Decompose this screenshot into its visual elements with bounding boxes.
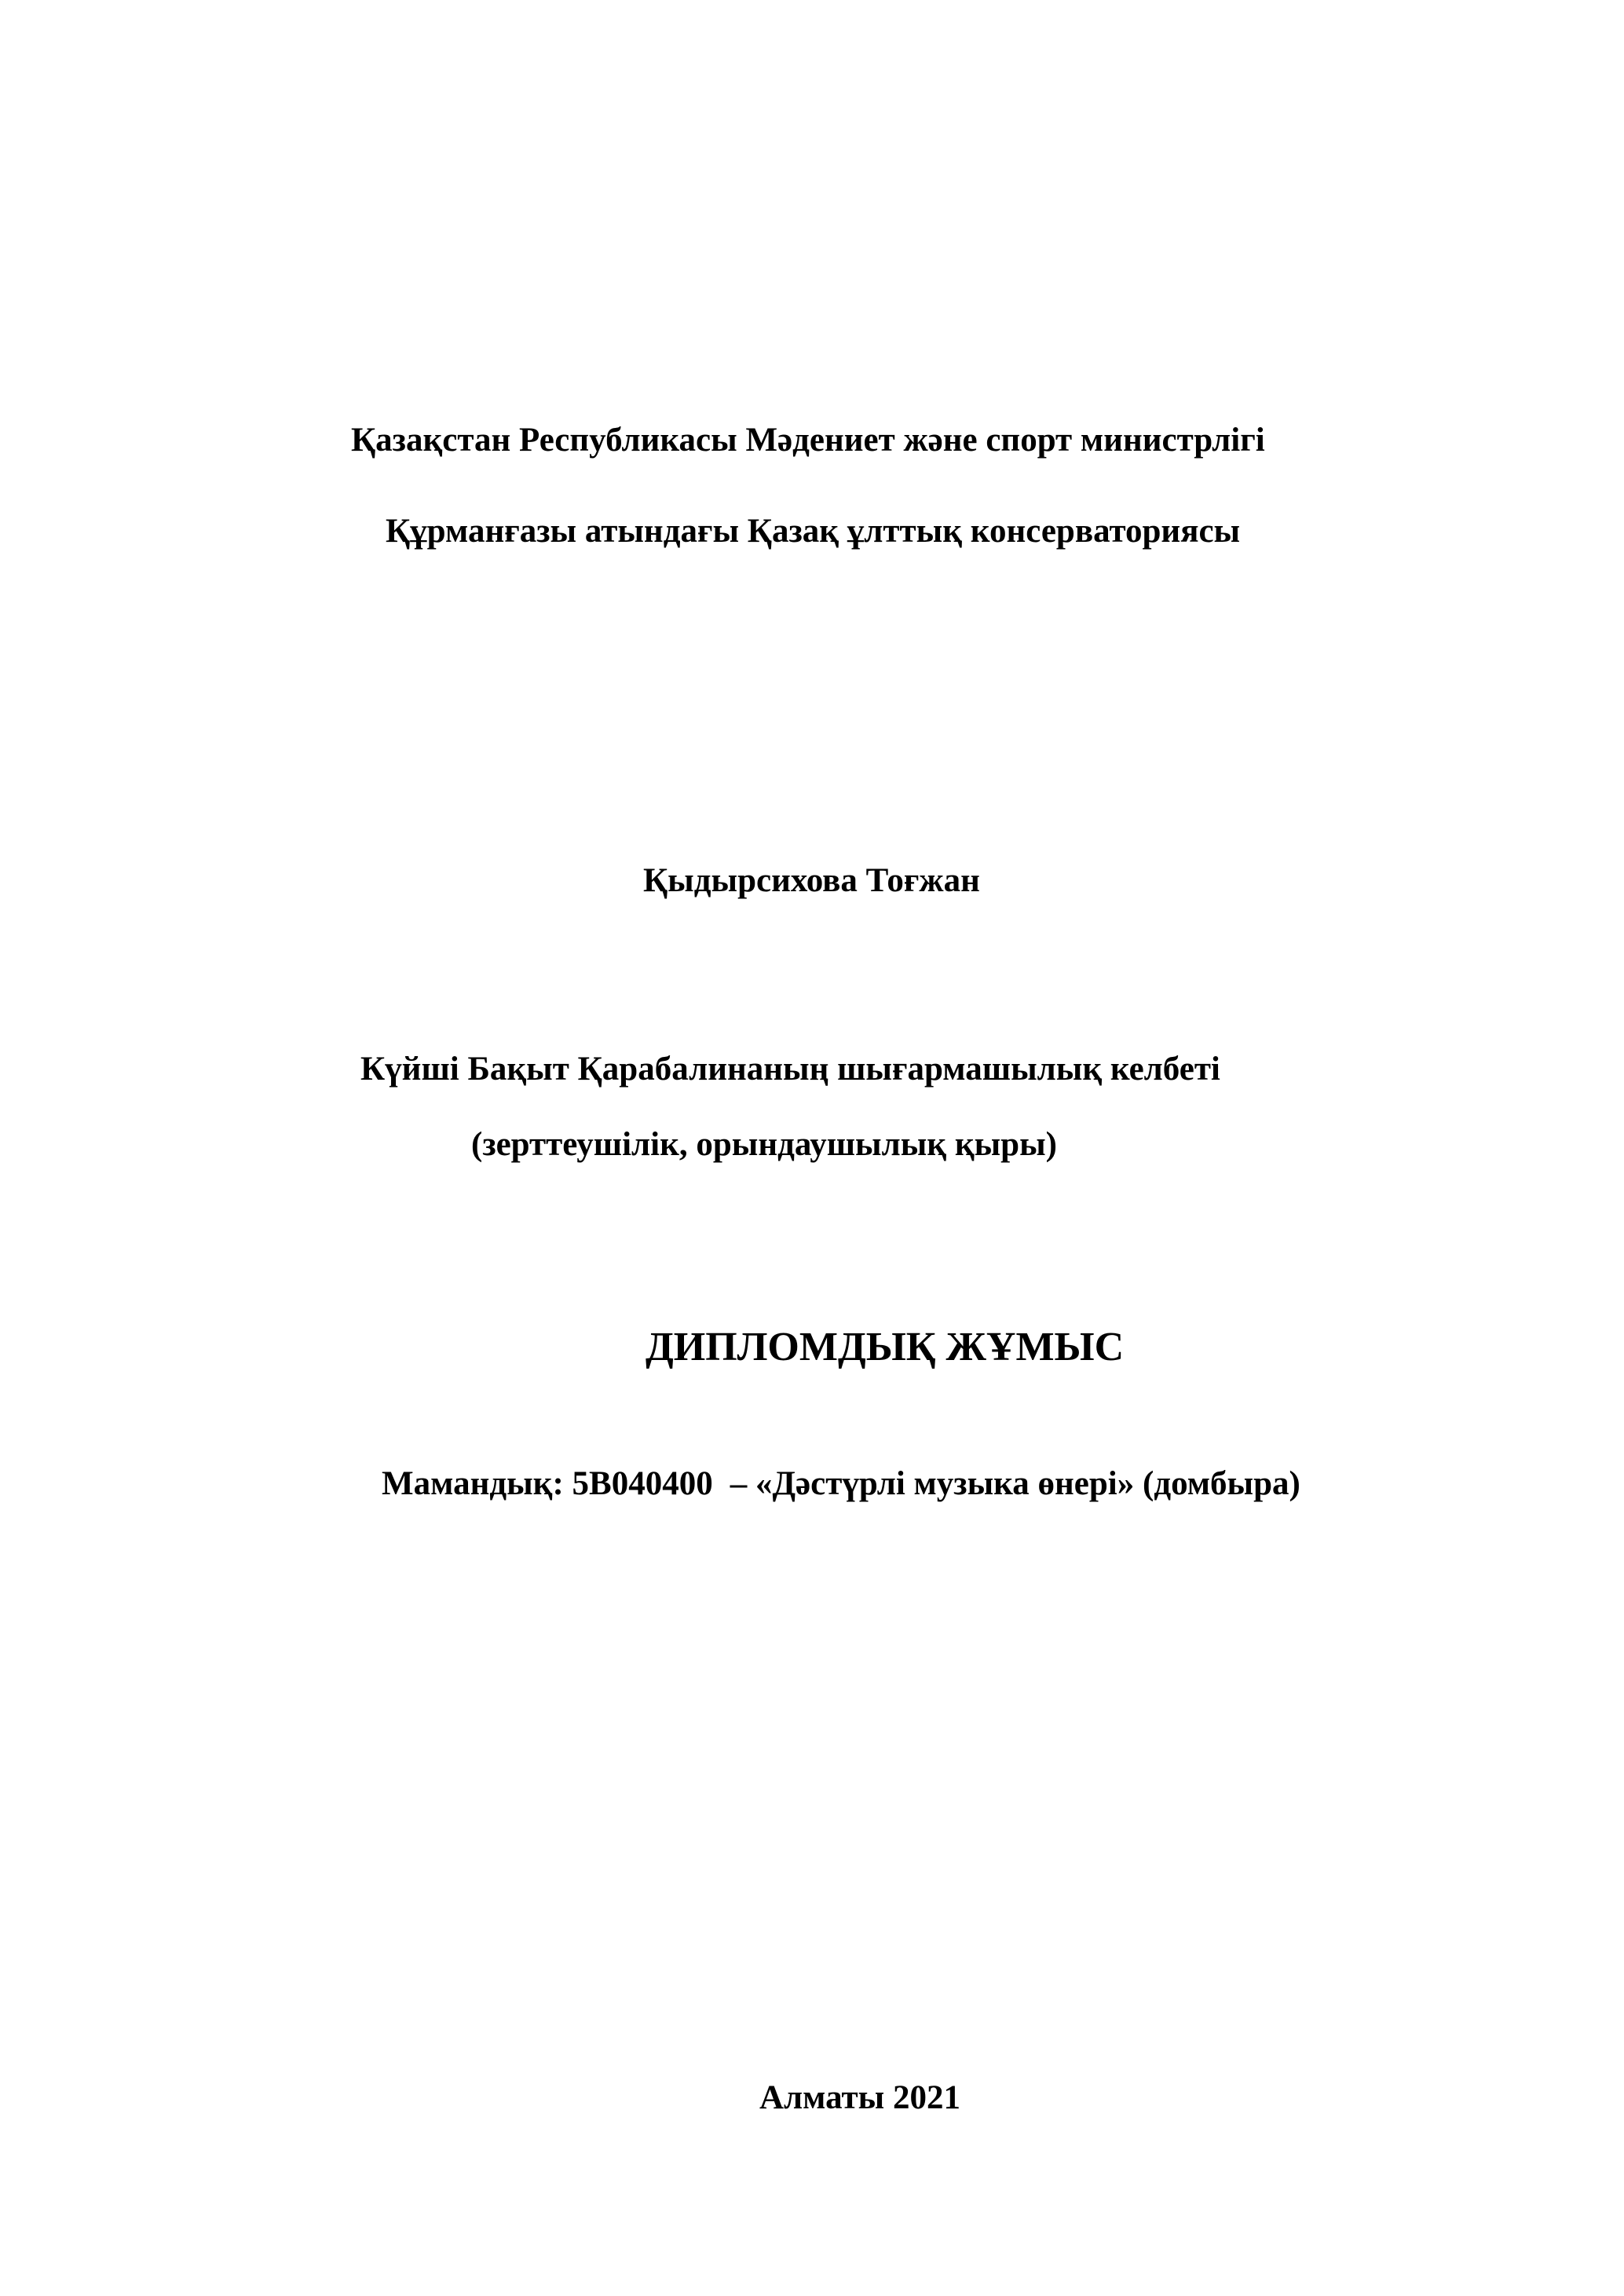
thesis-title: Күйші Бақыт Қарабалинаның шығармашылық келбеті [360,1051,1220,1088]
city-year: Алматы 2021 [759,2079,961,2116]
specialty-code: Мамандық: 5В040400 [382,1465,713,1502]
thesis-subtitle: (зерттеушілік, орындаушылық қыры) [471,1126,1057,1163]
ministry-name: Қазақстан Республикасы Мәдениет және спорт министрлігі [351,422,1265,459]
specialty-line [382,1467,1300,1501]
specialty-name: – «Дәстүрлі музыка өнері» (домбыра) [730,1465,1300,1502]
conservatory-name: Құрманғазы атындағы Қазақ ұлттық консерваториясы [386,513,1241,550]
author-name: Қыдырсихова Тоғжан [643,862,980,899]
work-type-heading: ДИПЛОМДЫҚ ЖҰМЫС [646,1325,1125,1369]
